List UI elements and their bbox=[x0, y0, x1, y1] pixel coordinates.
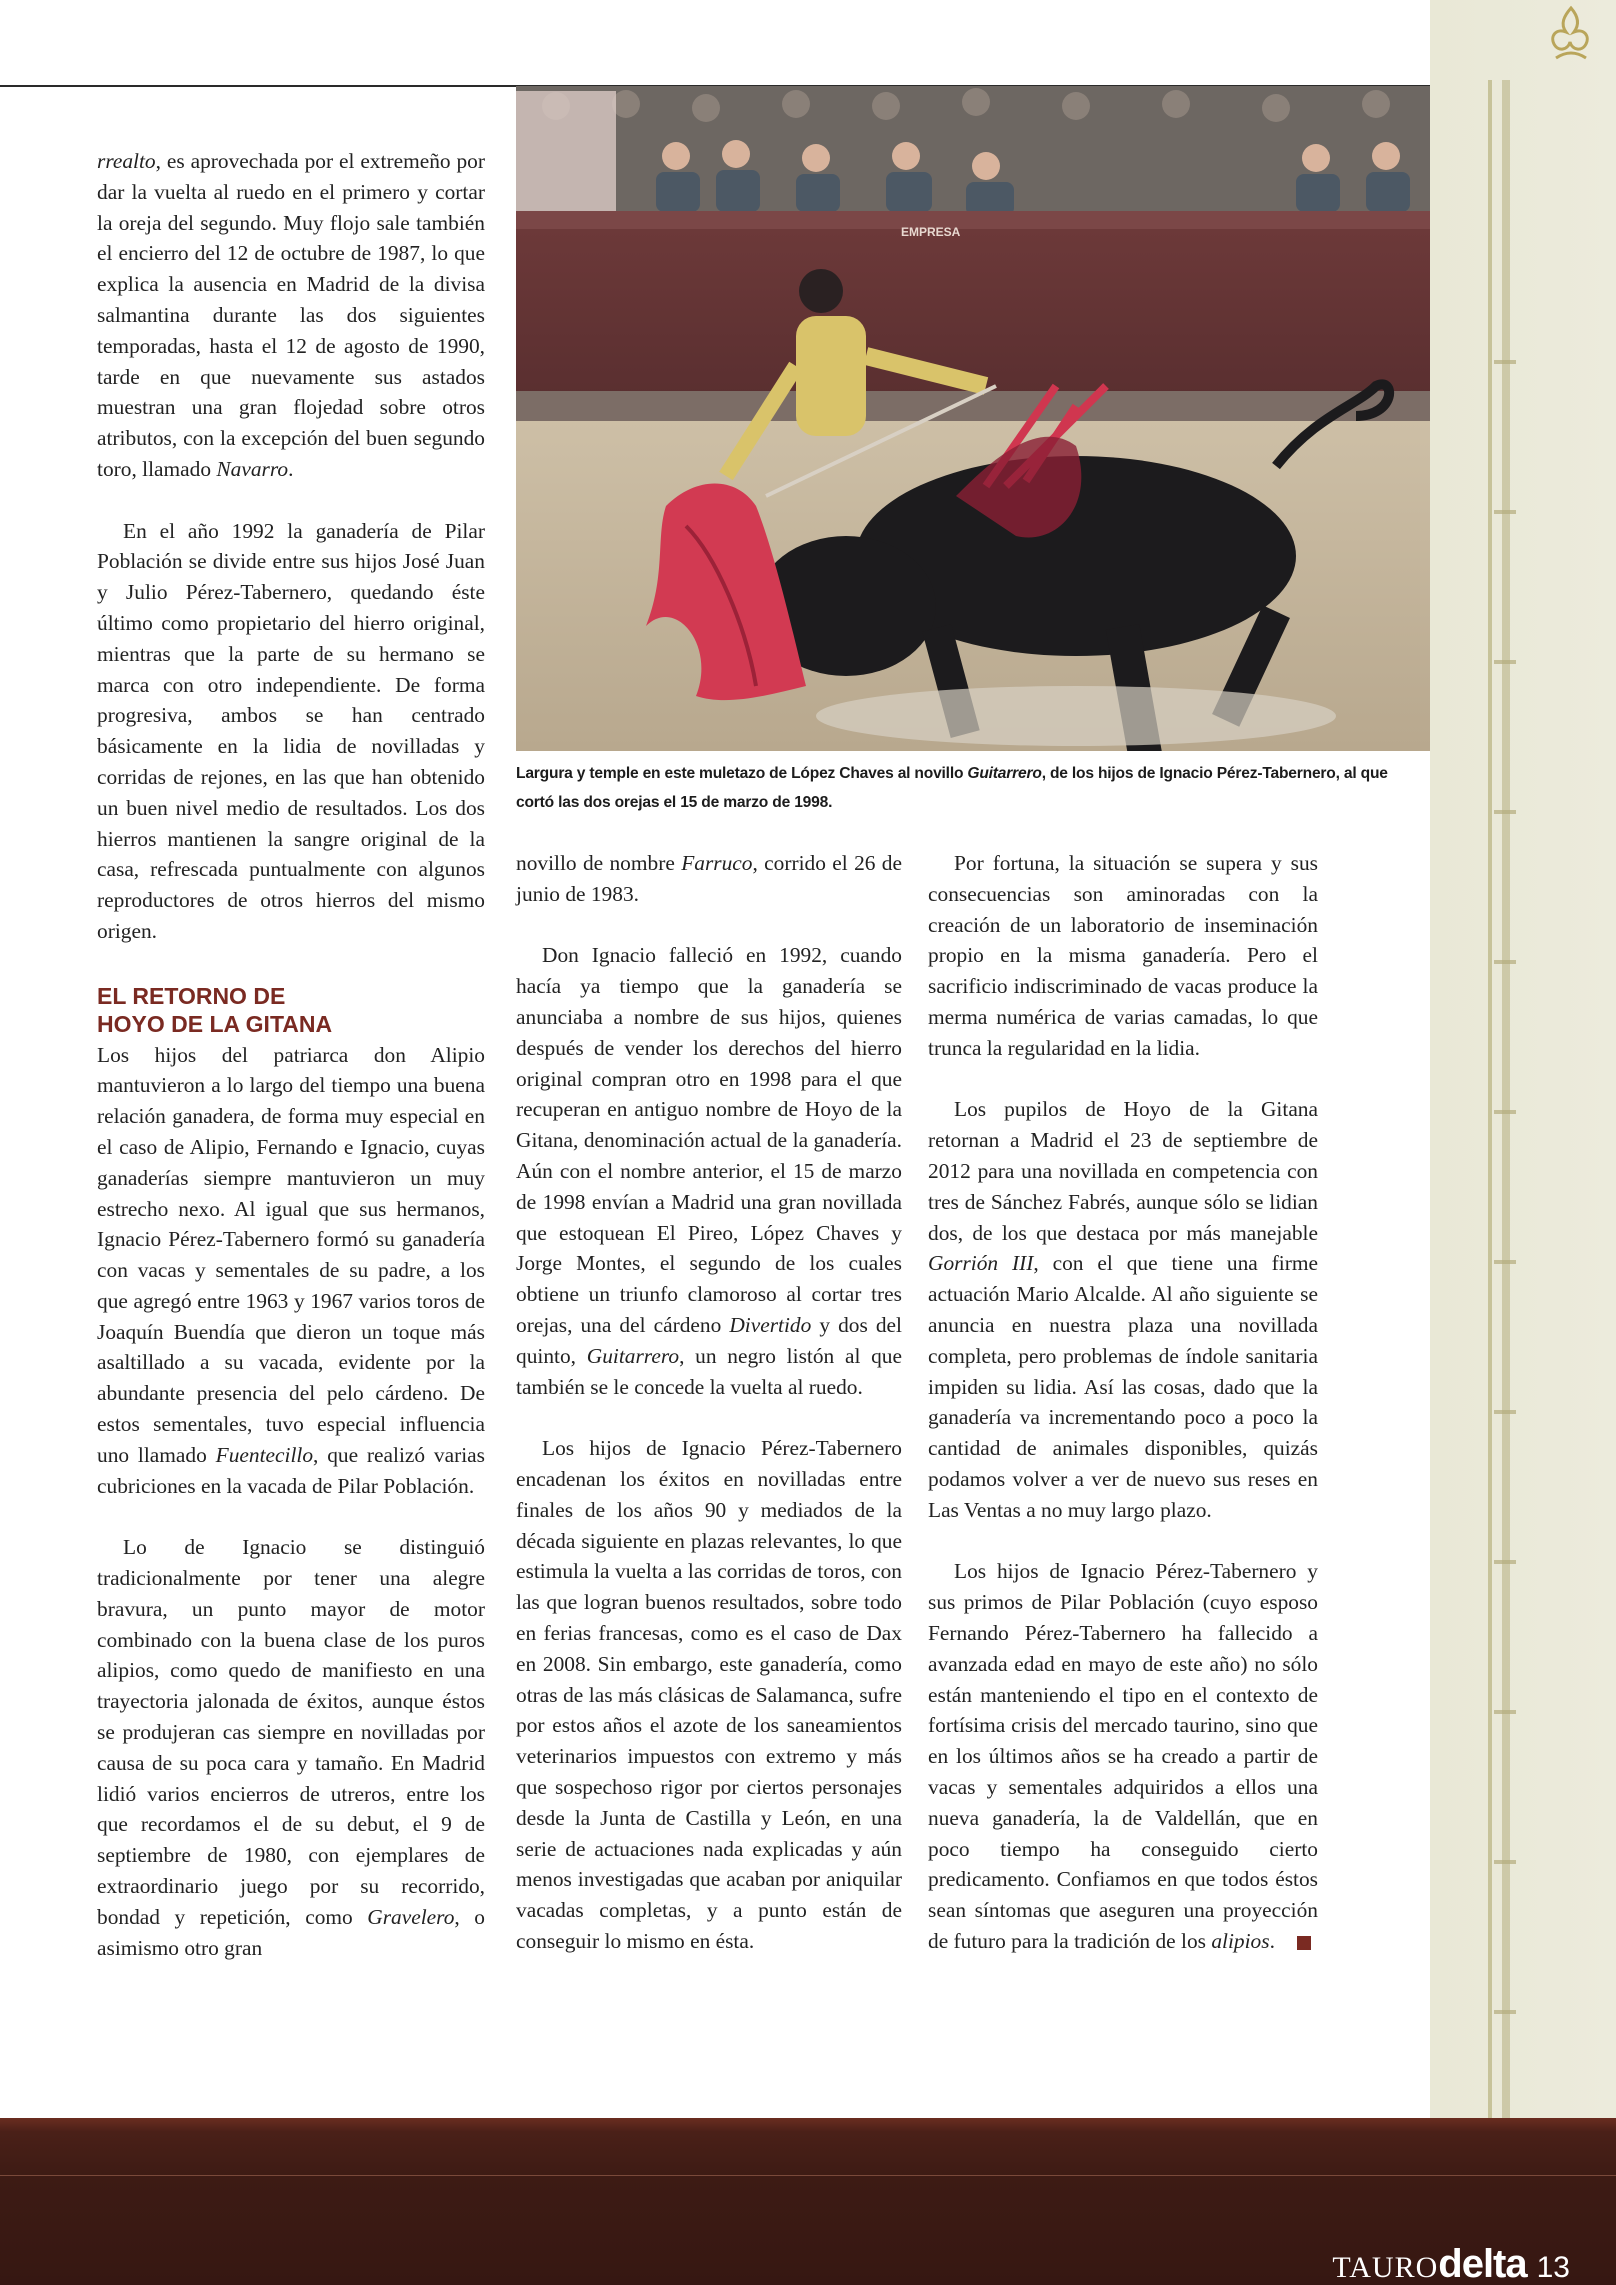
paragraph-text: Los hijos de Ignacio Pérez-Tabernero y sus primos de Pilar Población (cuyo esposo Fernando Pérez-Tabernero ha fallecido a avanzada edad en mayo de este año) no sólo están manteniendo el tipo en el contexto de fortísima crisis del mercado taurino, sino que en los últimos años se ha creado a partir de vacas y sementales adquiridos a ellos una nueva ganadería, la de Valdellán, que en poco tiempo ha conseguido cierto predicamento. Confiamos en que todos éstos sean síntomas que aseguren una proyección de futuro para la tradición de los bbox=[928, 1559, 1318, 1953]
italic-word: Divertido bbox=[729, 1312, 812, 1337]
bullfight-photo bbox=[516, 86, 1430, 751]
paragraph-text: , o asimismo otro gran bbox=[97, 1904, 486, 1960]
paragraph-text: , con el que tiene una firme actuación Mario Alcalde. Al año siguiente se anuncia en nuestra plaza una novillada completa, pero problemas de índole sanitaria impiden su lidia. Así las cosas, dado que la ganadería va incrementando poco a poco la cantidad de animales disponibles, quizás podamos volver a ver de nuevo sus reses en Las Ventas a no muy largo plazo. bbox=[928, 1251, 1319, 1522]
paragraph-text: , un negro listón al que también se le concede la vuelta al ruedo. bbox=[516, 1343, 902, 1399]
margin-chain-ornament bbox=[1494, 300, 1516, 2050]
paragraph: Por fortuna, la situación se supera y sus consecuencias son aminoradas con la creación de un laboratorio de inseminación propio en la misma ganadería. Pero el sacrificio indiscriminado de vacas produce la merma numérica de varias camadas, lo que trunca la regularidad en la lidia. bbox=[928, 851, 1318, 1060]
paragraph-text: . bbox=[288, 456, 294, 481]
italic-word: alipios bbox=[1211, 1928, 1270, 1953]
italic-word: rrealto bbox=[97, 149, 156, 173]
photo-caption bbox=[516, 759, 1416, 817]
paragraph-text: Lo de Ignacio se distinguió tradicionalmente por tener una alegre bravura, un punto mayor de motor combinado con la buena clase de los puros alipios, como quedo de manifiesto en una trayectoria jalonada de éxitos, aunque éstos se produjeran cas siempre en novilladas por causa de su poca cara y tamaño. En Madrid lidió varios encierros de utreros, entre los que recordamos el de su debut, el 9 de septiembre de 1980, con ejemplares de extraordinario juego por su recorrido, bondad y repetición, como bbox=[97, 1535, 485, 1929]
empresa-sign: EMPRESA bbox=[901, 225, 961, 239]
caption-bull-name: Guitarrero bbox=[967, 765, 1042, 782]
paragraph-text: . bbox=[1269, 1928, 1275, 1953]
section-heading bbox=[97, 982, 485, 1038]
logo-tauro: TAURO bbox=[1332, 2251, 1439, 2284]
fleur-ornament-icon bbox=[1536, 2, 1606, 66]
italic-word: Navarro bbox=[216, 456, 289, 481]
paragraph: Los hijos de Ignacio Pérez-Tabernero encadenan los éxitos en novilladas entre finales de los años 90 y mediados de la década siguiente en plazas relevantes, lo que estimula la vuelta a las corridas de toros, con las que logran buenos resultados, sobre todo en ferias francesas, como es el caso de Dax en 2008. Sin embargo, este ganadería, como otras de las más clásicas de Salamanca, sufre por estos años el azote de los saneamientos veterinarios impuestos con extremo y más que sospechoso rigor por ciertos personajes desde la Junta de Castilla y León, en una serie de actuaciones nada explicadas y aún menos investigadas que acaban por aniquilar vacadas completas, y a punto están de conseguir lo mismo en ésta. bbox=[516, 1436, 902, 1953]
paragraph-text: Los pupilos de Hoyo de la Gitana retornan a Madrid el 23 de septiembre de 2012 para una novillada en competencia con tres de Sánchez Fabrés, aunque sólo se lidian dos, de los que destaca por más manejable bbox=[928, 1097, 1318, 1245]
italic-word: Gorrión III bbox=[928, 1251, 1034, 1276]
caption-text: , de los hijos de Ignacio Pérez-Tabernero, al que cortó las dos orejas el 15 de marzo de 1998. bbox=[516, 765, 1388, 811]
text-column-2 bbox=[516, 848, 902, 1957]
paragraph bbox=[97, 146, 485, 485]
end-of-article-icon: T bbox=[1297, 1936, 1311, 1950]
text-column-3 bbox=[928, 848, 1330, 1957]
paragraph-text: Los hijos del patriarca don Alipio mantuvieron a lo largo del tiempo una buena relación ganadera, de forma muy especial en el caso de Alipio, Fernando e Ignacio, cuyas ganaderías siempre mantuvieron un muy estrecho nexo. Al igual que sus hermanos, Ignacio Pérez-Tabernero formó su ganadería con vacas y sementales de su padre, a los que agregó entre 1963 y 1967 varios toros de Joaquín Buendía que dieron un toque más asaltillado a su vacada, evidente por la abundante presencia del pelo cárdeno. De estos sementales, tuvo especial influencia uno llamado bbox=[97, 1042, 485, 1467]
heading-line: EL RETORNO DE bbox=[97, 982, 286, 1009]
paragraph-text: , que realizó varias cubriciones en la vacada de Pilar Población. bbox=[97, 1442, 485, 1498]
paragraph-text: Don Ignacio falleció en 1992, cuando hacía ya tiempo que la ganadería se anunciaba a nombre de sus hijos, quienes después de vender los derechos del hierro original compran otro en 1998 para el que recuperan en antiguo nombre de Hoyo de la Gitana, denominación actual de la ganadería. Aún con el nombre anterior, el 15 de marzo de 1998 envían a Madrid una gran novillada que estoquean El Pireo, López Chaves y Jorge Montes, el segundo de los cuales obtiene un triunfo clamoroso al cortar tres orejas, una del cárdeno bbox=[516, 943, 902, 1337]
italic-word: Fuentecillo bbox=[215, 1442, 314, 1467]
paragraph bbox=[516, 940, 902, 1402]
paragraph: En el año 1992 la ganadería de Pilar Población se divide entre sus hijos José Juan y Julio Pérez-Tabernero, quedando éste último como propietario del hierro original, mientras que la parte de su hermano se marca con otro independiente. De forma progresiva, ambos se han centrado básicamente en la lidia de novilladas y corridas de rejones, en las que han obtenido un buen nivel medio de resultados. Los dos hierros mantienen la sangre original de la casa, refrescada puntualmente con algunos reproductores de otros hierros del mismo origen. bbox=[97, 518, 485, 943]
heading-line: HOYO DE LA GITANA bbox=[97, 1010, 333, 1037]
page-number: 13 bbox=[1536, 2251, 1570, 2284]
italic-word: Guitarrero bbox=[586, 1343, 680, 1368]
paragraph bbox=[97, 1532, 485, 1963]
paragraph-text: , corrido el 26 de junio de 1983. bbox=[516, 851, 903, 906]
paragraph-text: novillo de nombre bbox=[516, 851, 682, 875]
caption-text: Largura y temple en este muletazo de López Chaves al novillo bbox=[516, 765, 968, 782]
italic-word: Farruco bbox=[681, 851, 753, 875]
text-column-1 bbox=[97, 146, 485, 1963]
margin-line bbox=[1488, 80, 1492, 2120]
paragraph bbox=[97, 1040, 485, 1502]
italic-word: Gravelero bbox=[367, 1904, 455, 1929]
footer-rule bbox=[0, 2175, 1616, 2176]
paragraph-text: , es aprovechada por el extremeño por dar la vuelta al ruedo en el primero y cortar la oreja del segundo. Muy flojo sale también el encierro del 12 de octubre de 1987, lo que explica la ausencia en Madrid de la divisa salmantina durante las dos siguientes temporadas, hasta el 12 de agosto de 1990, tarde en que nuevamente sus astados muestran una gran flojedad sobre otros atributos, con la excepción del buen segundo toro, llamado bbox=[97, 149, 485, 481]
magazine-logo bbox=[1332, 2242, 1570, 2285]
paragraph bbox=[928, 1094, 1318, 1525]
paragraph bbox=[516, 848, 902, 910]
paragraph-text: y dos del quinto, bbox=[516, 1312, 902, 1368]
paragraph bbox=[928, 1556, 1330, 1956]
decorative-margin bbox=[1430, 0, 1616, 2120]
logo-delta: delta bbox=[1438, 2242, 1527, 2285]
